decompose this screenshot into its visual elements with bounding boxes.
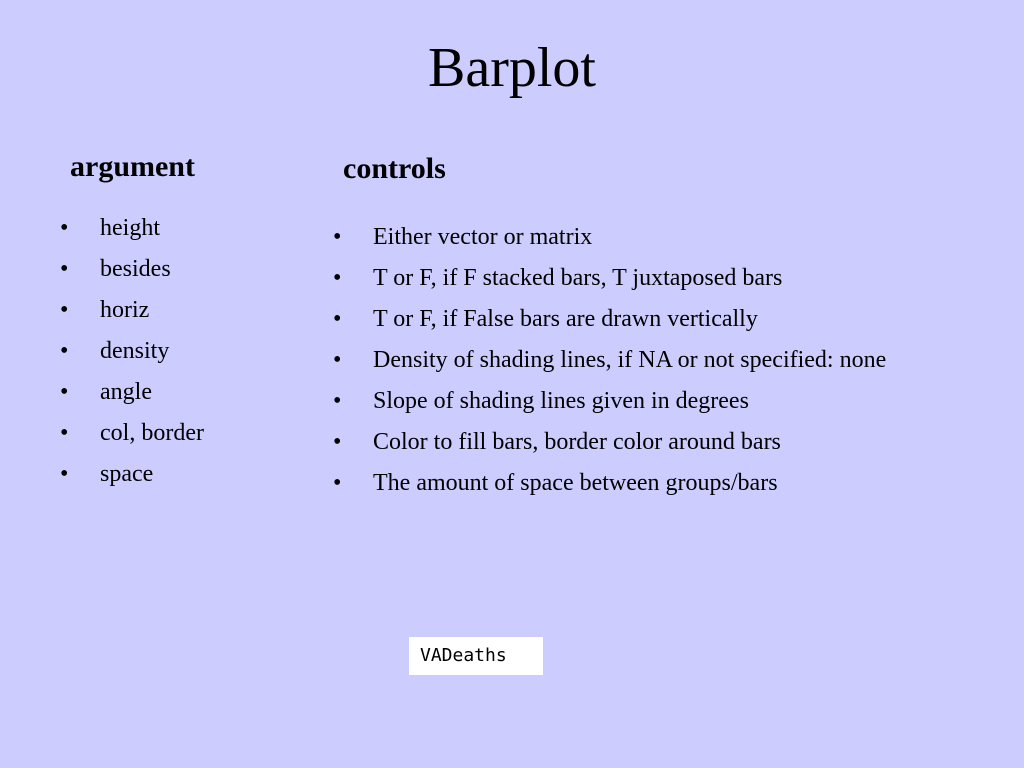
controls-text: Slope of shading lines given in degrees xyxy=(373,388,749,414)
argument-text: space xyxy=(100,461,154,487)
bullet-icon: • xyxy=(60,420,69,446)
controls-text: Color to fill bars, border color around bars xyxy=(373,429,781,455)
list-item xyxy=(60,208,204,249)
bullet-icon: • xyxy=(60,297,69,323)
list-item xyxy=(333,258,886,299)
bullet-icon: • xyxy=(60,338,69,364)
list-item xyxy=(60,454,204,495)
list-item xyxy=(333,217,886,258)
bullet-icon: • xyxy=(333,388,342,414)
list-item xyxy=(60,290,204,331)
list-item xyxy=(333,381,886,422)
bullet-icon: • xyxy=(60,215,69,241)
bullet-icon: • xyxy=(333,429,342,455)
bullet-icon: • xyxy=(60,379,69,405)
list-item xyxy=(333,299,886,340)
controls-text: T or F, if F stacked bars, T juxtaposed bars xyxy=(373,265,783,291)
bullet-icon: • xyxy=(333,470,342,496)
bullet-icon: • xyxy=(333,265,342,291)
controls-text: The amount of space between groups/bars xyxy=(373,470,778,496)
controls-heading: controls xyxy=(343,152,446,185)
argument-text: besides xyxy=(100,256,171,282)
bullet-icon: • xyxy=(333,224,342,250)
controls-text: Either vector or matrix xyxy=(373,224,593,250)
argument-text: density xyxy=(100,338,170,364)
list-item xyxy=(60,249,204,290)
bullet-icon: • xyxy=(60,461,69,487)
list-item xyxy=(60,372,204,413)
controls-list xyxy=(333,217,886,504)
argument-text: angle xyxy=(100,379,152,405)
list-item xyxy=(60,331,204,372)
list-item xyxy=(333,340,886,381)
controls-text: Density of shading lines, if NA or not specified: none xyxy=(373,347,887,373)
bullet-icon: • xyxy=(333,347,342,373)
bullet-icon: • xyxy=(333,306,342,332)
list-item xyxy=(60,413,204,454)
bullet-icon: • xyxy=(60,256,69,282)
argument-list xyxy=(60,208,204,495)
list-item xyxy=(333,463,886,504)
argument-text: horiz xyxy=(100,297,150,323)
argument-text: height xyxy=(100,215,160,241)
vadeaths-code-label: VADeaths xyxy=(409,637,543,675)
argument-heading: argument xyxy=(70,150,195,183)
slide-title: Barplot xyxy=(428,37,596,99)
controls-text: T or F, if False bars are drawn vertically xyxy=(373,306,758,332)
argument-text: col, border xyxy=(100,420,204,446)
list-item xyxy=(333,422,886,463)
